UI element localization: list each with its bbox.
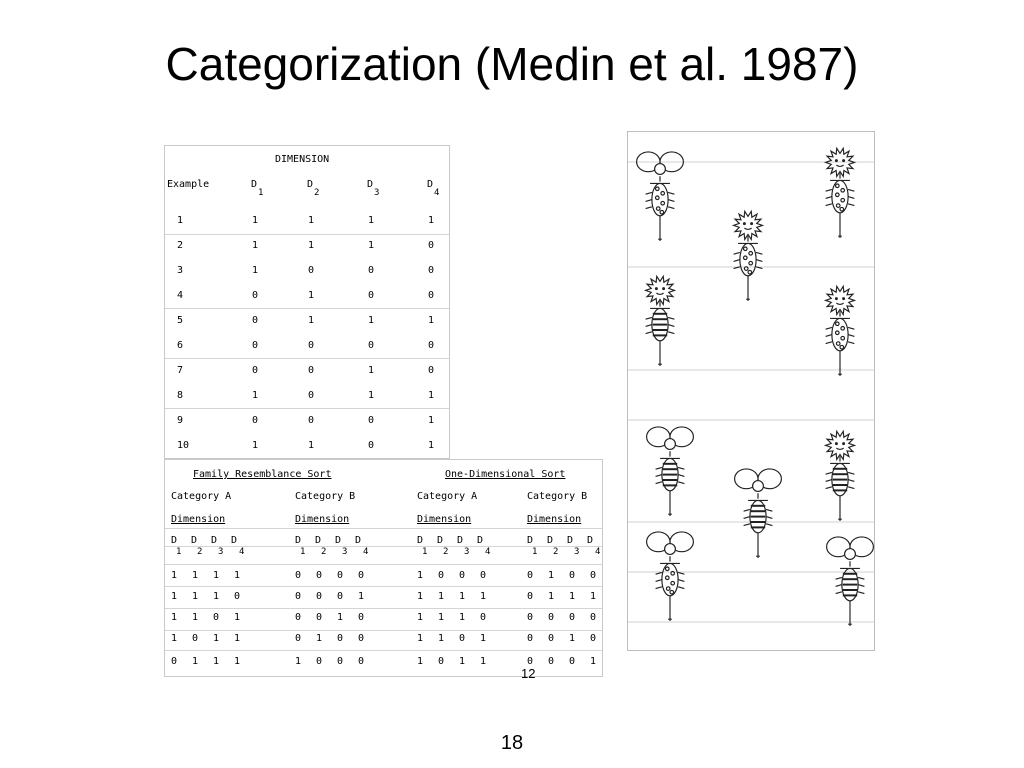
- dimension-value: 1: [428, 315, 435, 326]
- sort-value: 0: [438, 570, 445, 581]
- dimension-subscript: 3: [464, 547, 470, 557]
- dimension-value: 1: [428, 415, 435, 426]
- sort-value: 0: [548, 633, 555, 644]
- table-row: [165, 261, 449, 285]
- dimension-value: 0: [308, 365, 315, 376]
- sort-value: 1: [569, 591, 576, 602]
- dimension-subscript: 3: [342, 547, 348, 557]
- dimension-subscript: 2: [553, 547, 559, 557]
- sort-value: 1: [590, 656, 597, 667]
- dimension-letter: D: [355, 535, 362, 546]
- dimension-column-letter: D: [427, 179, 434, 190]
- sort-value: 0: [569, 570, 576, 581]
- sort-value: 1: [171, 570, 178, 581]
- sort-value: 1: [438, 591, 445, 602]
- sort-value: 0: [480, 570, 487, 581]
- sort-value: 0: [171, 656, 178, 667]
- dimension-subscript: 2: [197, 547, 203, 557]
- sort-title: Family Resemblance Sort: [193, 469, 332, 480]
- sort-value: 1: [171, 612, 178, 623]
- dimension-value: 0: [368, 415, 375, 426]
- sort-value: 0: [295, 591, 302, 602]
- dimension-letter: D: [171, 535, 178, 546]
- dimension-value: 0: [428, 365, 435, 376]
- dimension-value: 1: [308, 290, 315, 301]
- dimension-column-letter: D: [307, 179, 314, 190]
- dimension-label: Dimension: [295, 514, 350, 525]
- dimension-subscript: 4: [363, 547, 369, 557]
- table-row: [165, 411, 449, 435]
- slide-number: 18: [500, 732, 524, 754]
- table-rule: [165, 650, 602, 651]
- dimension-label: Dimension: [171, 514, 226, 525]
- sort-value: 1: [337, 612, 344, 623]
- dimension-letter: D: [477, 535, 484, 546]
- sort-value: 0: [527, 656, 534, 667]
- sort-value: 1: [213, 570, 220, 581]
- dimension-subscript: 1: [532, 547, 538, 557]
- dimension-value: 1: [368, 390, 375, 401]
- slide-title: Categorization (Medin et al. 1987): [165, 38, 859, 90]
- dimension-value: 1: [308, 240, 315, 251]
- creature-spiky-stripes-drawing: [826, 431, 855, 521]
- sort-value: 0: [527, 570, 534, 581]
- sort-value: 0: [459, 633, 466, 644]
- sort-value: 1: [213, 656, 220, 667]
- dimension-subscript: 1: [176, 547, 182, 557]
- dimension-subscript: 2: [321, 547, 327, 557]
- table-rule: [165, 586, 602, 587]
- sort-value: 0: [337, 591, 344, 602]
- sort-value: 0: [569, 612, 576, 623]
- sort-value: 1: [171, 591, 178, 602]
- example-number: 4: [177, 290, 184, 301]
- example-column-header: Example: [167, 179, 210, 190]
- dimension-letter: D: [315, 535, 322, 546]
- dimension-value: 1: [368, 215, 375, 226]
- dimension-column-header: [367, 179, 380, 198]
- example-number: 8: [177, 390, 184, 401]
- table-row: [165, 236, 449, 260]
- creature-drawings: [628, 132, 874, 650]
- sort-value: 1: [192, 656, 199, 667]
- sort-value: 1: [548, 570, 555, 581]
- dimension-value: 1: [428, 215, 435, 226]
- dimension-letter: D: [231, 535, 238, 546]
- dimension-column-subscript: 3: [374, 188, 380, 198]
- dimension-subscript: 1: [300, 547, 306, 557]
- sort-value: 0: [527, 612, 534, 623]
- sort-value: 0: [234, 591, 241, 602]
- dimension-value: 0: [428, 240, 435, 251]
- dimension-letter: D: [437, 535, 444, 546]
- sort-value: 0: [295, 633, 302, 644]
- dimension-value: 1: [308, 315, 315, 326]
- creature-ears-stripes-drawing: [735, 469, 782, 558]
- table-row: [165, 336, 449, 360]
- dimension-value: 0: [368, 290, 375, 301]
- creature-spiky-dots-drawing: [734, 211, 763, 301]
- sort-value: 0: [295, 570, 302, 581]
- dimension-subscript: 1: [422, 547, 428, 557]
- sort-value: 0: [337, 656, 344, 667]
- table-rule: [165, 564, 602, 565]
- dimension-column-header: [251, 179, 264, 198]
- example-number: 2: [177, 240, 184, 251]
- dimension-value: 1: [368, 240, 375, 251]
- sort-value: 1: [438, 612, 445, 623]
- sort-value: 0: [590, 570, 597, 581]
- dimension-value: 1: [308, 440, 315, 451]
- dimension-column-subscript: 2: [314, 188, 320, 198]
- dimension-column-letter: D: [251, 179, 258, 190]
- dimension-letter: D: [211, 535, 218, 546]
- sort-value: 0: [316, 591, 323, 602]
- dimension-column-subscript: 4: [434, 188, 440, 198]
- sort-value: 0: [569, 656, 576, 667]
- sort-value: 0: [316, 612, 323, 623]
- sort-value: 1: [234, 570, 241, 581]
- sort-value: 0: [358, 633, 365, 644]
- sort-value: 1: [316, 633, 323, 644]
- dimension-value: 0: [428, 340, 435, 351]
- sort-value: 0: [337, 570, 344, 581]
- dimension-value: 1: [428, 390, 435, 401]
- table-rule: [165, 630, 602, 631]
- dimension-column-header: [427, 179, 440, 198]
- dimension-table: [164, 145, 450, 459]
- table-row: [165, 311, 449, 335]
- sort-value: 1: [171, 633, 178, 644]
- example-number: 6: [177, 340, 184, 351]
- dimension-letter: D: [527, 535, 534, 546]
- sort-value: 1: [358, 591, 365, 602]
- dimension-header: DIMENSION: [275, 154, 330, 165]
- dimension-value: 0: [368, 440, 375, 451]
- sort-value: 1: [417, 633, 424, 644]
- sort-value: 0: [316, 570, 323, 581]
- dimension-value: 0: [252, 340, 259, 351]
- table-rule: [165, 528, 602, 529]
- sort-value: 1: [192, 612, 199, 623]
- sort-value: 0: [213, 612, 220, 623]
- sort-table: [164, 459, 603, 681]
- dimension-value: 0: [252, 290, 259, 301]
- creature-ears-stripes-drawing: [827, 537, 874, 626]
- example-number: 10: [177, 440, 190, 451]
- sort-value: 1: [192, 570, 199, 581]
- sort-value: 0: [358, 612, 365, 623]
- dimension-value: 0: [308, 415, 315, 426]
- sort-value: 1: [480, 633, 487, 644]
- category-name: Category B: [527, 491, 588, 502]
- dimension-label: Dimension: [527, 514, 582, 525]
- example-number: 5: [177, 315, 184, 326]
- dimension-letter: D: [587, 535, 594, 546]
- dimension-letter: D: [547, 535, 554, 546]
- sort-value: 1: [417, 591, 424, 602]
- example-number: 7: [177, 365, 184, 376]
- dimension-letter: D: [335, 535, 342, 546]
- category-name: Category B: [295, 491, 356, 502]
- creature-drawings-panel: [627, 131, 875, 651]
- sort-value: 0: [192, 633, 199, 644]
- table-row: [165, 286, 449, 310]
- dimension-value: 1: [252, 440, 259, 451]
- dimension-value: 0: [308, 265, 315, 276]
- dimension-letter: D: [295, 535, 302, 546]
- dimension-letter: D: [417, 535, 424, 546]
- sort-value: 1: [213, 633, 220, 644]
- dimension-value: 1: [368, 365, 375, 376]
- category-name: Category A: [171, 491, 232, 502]
- sort-value: 1: [417, 656, 424, 667]
- dimension-value: 0: [252, 365, 259, 376]
- dimension-value: 0: [252, 415, 259, 426]
- table-row: [165, 436, 449, 460]
- example-number: 3: [177, 265, 184, 276]
- table-row: [165, 386, 449, 410]
- creature-spiky-dots-drawing: [826, 286, 855, 376]
- dimension-letter: D: [567, 535, 574, 546]
- sort-value: 1: [590, 591, 597, 602]
- sort-value: 0: [316, 656, 323, 667]
- dimension-subscript: 4: [595, 547, 601, 557]
- table-rule: [165, 608, 602, 609]
- sort-value: 1: [569, 633, 576, 644]
- sort-value: 1: [480, 656, 487, 667]
- sort-value: 1: [417, 612, 424, 623]
- dimension-column-header: [307, 179, 320, 198]
- sort-value: 1: [480, 591, 487, 602]
- dimension-subscript: 4: [485, 547, 491, 557]
- sort-value: 1: [234, 656, 241, 667]
- dimension-value: 1: [308, 215, 315, 226]
- example-number: 1: [177, 215, 184, 226]
- dimension-value: 1: [252, 240, 259, 251]
- dimension-value: 0: [308, 390, 315, 401]
- dimension-subscript: 4: [239, 547, 245, 557]
- sort-value: 0: [295, 612, 302, 623]
- dimension-value: 0: [308, 340, 315, 351]
- sort-value: 1: [459, 591, 466, 602]
- dimension-column-letter: D: [367, 179, 374, 190]
- sort-value: 1: [234, 633, 241, 644]
- sort-value: 1: [459, 656, 466, 667]
- sort-value: 0: [548, 612, 555, 623]
- sort-value: 0: [337, 633, 344, 644]
- dimension-value: 0: [428, 265, 435, 276]
- dimension-column-subscript: 1: [258, 188, 264, 198]
- dimension-label: Dimension: [417, 514, 472, 525]
- sort-value: 1: [295, 656, 302, 667]
- sort-value: 0: [480, 612, 487, 623]
- sort-value: 1: [234, 612, 241, 623]
- dimension-value: 1: [252, 215, 259, 226]
- dimension-subscript: 3: [218, 547, 224, 557]
- sort-value: 1: [548, 591, 555, 602]
- dimension-value: 1: [252, 390, 259, 401]
- sort-value: 1: [417, 570, 424, 581]
- sort-value: 0: [527, 633, 534, 644]
- sort-value: 0: [438, 656, 445, 667]
- sort-value: 1: [459, 612, 466, 623]
- sort-value: 0: [527, 591, 534, 602]
- dimension-letter: D: [191, 535, 198, 546]
- dimension-value: 0: [368, 265, 375, 276]
- creature-ears-stripes-drawing: [647, 427, 694, 516]
- category-name: Category A: [417, 491, 478, 502]
- creature-ears-dots-drawing: [637, 152, 684, 241]
- dimension-value: 1: [368, 315, 375, 326]
- dimension-value: 1: [428, 440, 435, 451]
- sort-value: 1: [192, 591, 199, 602]
- sort-value: 0: [548, 656, 555, 667]
- dimension-letter: D: [457, 535, 464, 546]
- dimension-value: 0: [368, 340, 375, 351]
- sort-value: 0: [358, 570, 365, 581]
- example-number: 9: [177, 415, 184, 426]
- dimension-subscript: 2: [443, 547, 449, 557]
- table-row: [165, 361, 449, 385]
- sort-title: One-Dimensional Sort: [445, 469, 566, 480]
- dimension-value: 0: [428, 290, 435, 301]
- sort-value: 1: [213, 591, 220, 602]
- page-mark: 12: [521, 666, 536, 681]
- table-row: [165, 211, 449, 235]
- dimension-value: 1: [252, 265, 259, 276]
- sort-value: 0: [590, 633, 597, 644]
- creature-ears-dots-drawing: [647, 532, 694, 621]
- sort-value: 0: [459, 570, 466, 581]
- dimension-value: 0: [252, 315, 259, 326]
- sort-value: 0: [358, 656, 365, 667]
- creature-spiky-stripes-drawing: [646, 276, 675, 366]
- dimension-subscript: 3: [574, 547, 580, 557]
- sort-value: 0: [590, 612, 597, 623]
- sort-value: 1: [438, 633, 445, 644]
